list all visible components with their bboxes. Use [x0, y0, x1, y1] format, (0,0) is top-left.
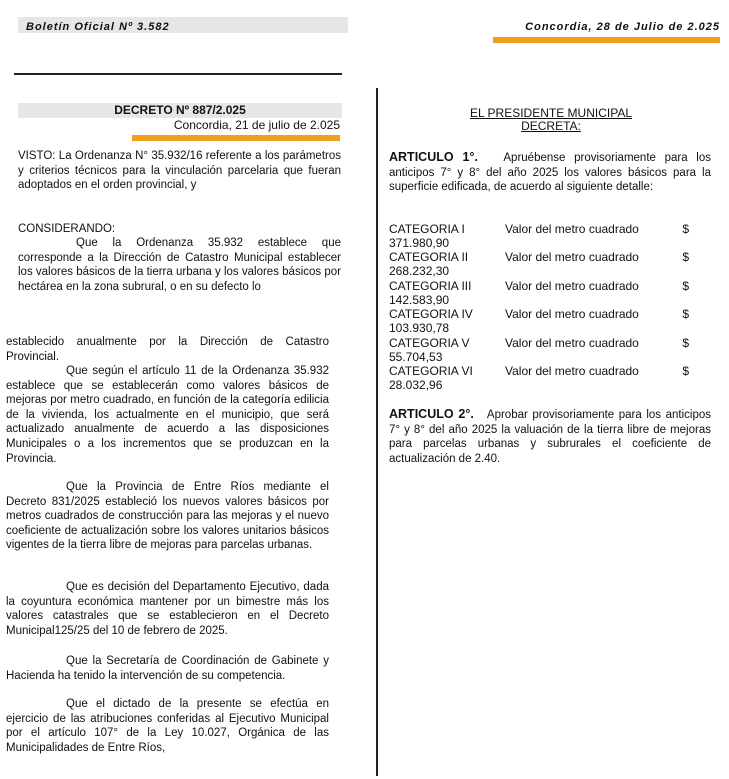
category-desc: Valor del metro cuadrado [505, 364, 639, 378]
category-desc: Valor del metro cuadrado [505, 222, 639, 236]
category-name: CATEGORIA II [389, 250, 469, 264]
category-row [389, 307, 689, 336]
category-row [389, 222, 689, 251]
considerando-label: CONSIDERANDO: [18, 223, 116, 235]
category-value: 268.232,30 [389, 264, 450, 279]
header-accent-line [493, 37, 720, 43]
considerando-paragraph-3: Que la Provincia de Entre Ríos mediante el Decreto 831/2025 estableció los nuevos valores básicos por metros cuadrados de construcción para las mejoras y el nuevo coeficiente de actualización sobre los valores unitarios básicos vigentes de la tierra libre de mejoras para parcelas urbanas. [6, 481, 329, 552]
category-desc: Valor del metro cuadrado [505, 307, 639, 321]
considerando-paragraph-1a: Que la Ordenanza 35.932 establece que corresponde a la Dirección de Catastro Municipal establecer los valores básicos de la tierra urbana y los valores básicos por hectárea en la zona subrural, o en su defecto lo [18, 237, 341, 293]
header-date: Concordia, 28 de Julio de 2.025 [525, 21, 720, 33]
decree-date: Concordia, 21 de julio de 2.025 [173, 118, 340, 132]
considerando-paragraph-2: Que según el artículo 11 de la Ordenanza 35.932 establece que se establecerán como valores básicos de mejoras por metro cuadrado, en función de la categoría edilicia de la vivienda, los actualmente en el municipio, que será actualizado anualmente de acuerdo a las disposiciones Municipales o a los incrementos que se produzcan en la Provincia. [6, 365, 329, 465]
category-currency: $ [682, 222, 689, 236]
category-desc: Valor del metro cuadrado [505, 336, 639, 350]
category-name: CATEGORIA V [389, 336, 470, 350]
category-name: CATEGORIA VI [389, 364, 473, 378]
visto-paragraph: VISTO: La Ordenanza N° 35.932/16 referente a los parámetros y criterios técnicos para la vinculación parcelaria que fueran adoptados en el orden provincial, y [18, 150, 341, 192]
article-2-label: ARTICULO 2°. [389, 407, 474, 421]
category-desc: Valor del metro cuadrado [505, 250, 639, 264]
header-date-block [490, 17, 720, 33]
category-name: CATEGORIA I [389, 222, 465, 236]
article-1-text: Apruébense provisoriamente para los anticipos 7° y 8° del año 2025 los valores básicos para la superficie edificada, de acuerdo al siguiente detalle: [389, 152, 711, 194]
article-2-text: Aprobar provisoriamente para los anticipos 7° y 8° del año 2025 la valuación de la tierra libre de mejoras para parcelas urbanas y subrurales el coeficiente de actualización de 2.40. [389, 409, 711, 465]
top-rule [14, 73, 342, 75]
decree-accent-line [132, 135, 340, 141]
category-name: CATEGORIA III [389, 279, 472, 293]
decreta-heading: DECRETA: [521, 119, 581, 133]
column-divider [376, 88, 378, 776]
category-desc: Valor del metro cuadrado [505, 279, 639, 293]
category-value: 142.583,90 [389, 293, 450, 308]
category-row [389, 336, 689, 365]
decree-title: DECRETO Nº 887/2.025 [18, 103, 342, 118]
category-value: 55.704,53 [389, 350, 443, 365]
category-value: 103.930,78 [389, 321, 450, 336]
considerando-paragraph-5: Que la Secretaría de Coordinación de Gabinete y Hacienda ha tenido la intervención de su competencia. [6, 655, 329, 682]
category-currency: $ [682, 307, 689, 321]
article-1-label: ARTICULO 1°. [389, 150, 478, 164]
bulletin-number: Boletín Oficial Nº 3.582 [26, 21, 170, 33]
category-row [389, 250, 689, 279]
president-heading: EL PRESIDENTE MUNICIPAL [469, 106, 633, 120]
category-currency: $ [682, 279, 689, 293]
article-2 [389, 407, 711, 466]
article-1 [389, 150, 711, 195]
category-currency: $ [682, 364, 689, 378]
category-value: 28.032,96 [389, 378, 443, 393]
category-row [389, 364, 689, 393]
category-row [389, 279, 689, 308]
category-value: 371.980,90 [389, 236, 450, 251]
category-currency: $ [682, 336, 689, 350]
considerando-paragraph-6: Que el dictado de la presente se efectúa en ejercicio de las atribuciones conferidas al Ejecutivo Municipal por el artículo 107° de la Ley 10.027, Orgánica de las Municipalidades de Entre Ríos, [6, 698, 329, 754]
category-currency: $ [682, 250, 689, 264]
bulletin-number-bar [18, 17, 348, 33]
considerando-paragraph-1b: establecido anualmente por la Dirección de Catastro Provincial. [6, 336, 329, 363]
considerando-paragraph-4: Que es decisión del Departamento Ejecutivo, dada la coyuntura económica mantener por un bimestre más los valores catastrales que se establecieron en el Decreto Municipal125/25 del 10 de febrero de 2025. [6, 581, 329, 637]
category-name: CATEGORIA IV [389, 307, 473, 321]
